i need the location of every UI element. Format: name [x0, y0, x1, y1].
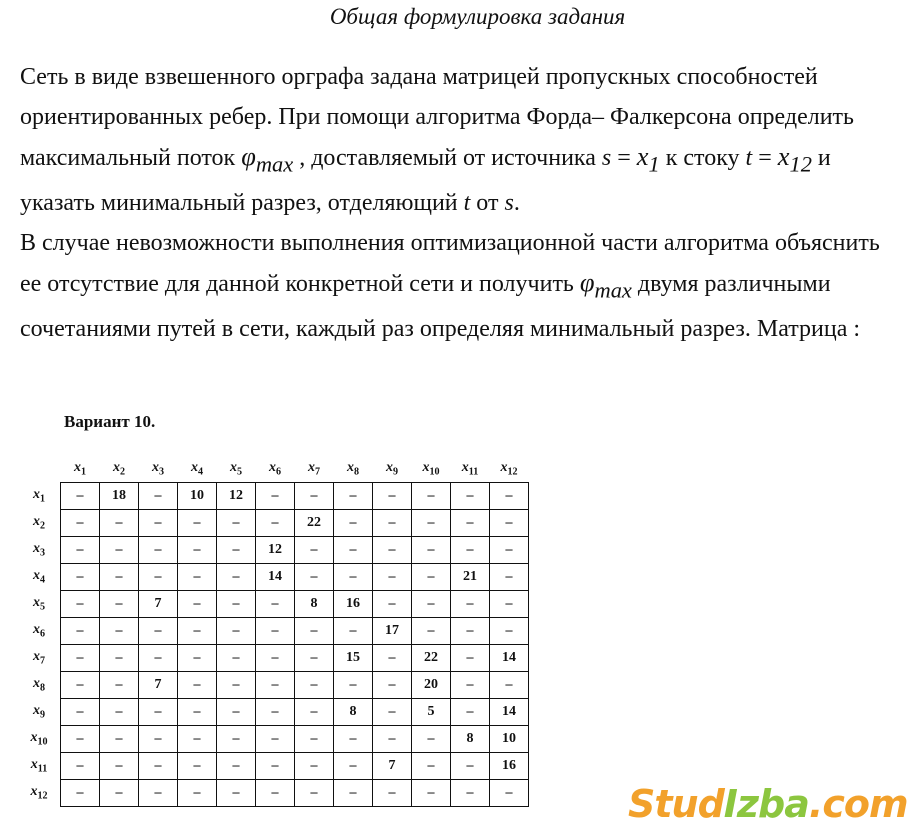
matrix-cell: – [295, 483, 334, 510]
page-title: Общая формулировка задания [329, 4, 626, 29]
matrix-cell: – [256, 618, 295, 645]
matrix-cell: – [451, 699, 490, 726]
matrix-cell: – [451, 483, 490, 510]
matrix-cell: – [373, 564, 412, 591]
matrix-cell: – [295, 780, 334, 807]
matrix-row [18, 591, 529, 618]
matrix-cell: – [490, 483, 529, 510]
matrix-cell: – [100, 780, 139, 807]
matrix-cell: – [412, 753, 451, 780]
matrix-col-header: $x_{12}$ [500, 460, 518, 478]
matrix-cell: – [451, 780, 490, 807]
matrix-cell: – [334, 483, 373, 510]
matrix-row-header: $x_6$ [32, 622, 46, 640]
text-segment: двумя различными сочетаниями путей в сети, каждый раз определяя минимальный разрез. Матрица : [20, 271, 861, 343]
matrix-col-header: $x_4$ [190, 460, 204, 478]
matrix-cell: – [373, 483, 412, 510]
text-segment: В случае невозможности выполнения оптимизационной части алгоритма объяснить ее отсутствие для данной конкретной сети и получить [20, 229, 880, 298]
matrix-cell: – [217, 564, 256, 591]
matrix-cell: – [256, 510, 295, 537]
source-symbol: s [601, 145, 612, 171]
matrix-cell: – [373, 726, 412, 753]
matrix-cell: – [451, 672, 490, 699]
matrix-cell: – [490, 618, 529, 645]
matrix-row [18, 672, 529, 699]
matrix-row [18, 483, 529, 510]
text-segment: , доставляемый от источника [293, 145, 602, 171]
source-symbol: s [504, 190, 514, 217]
matrix-cell: – [100, 537, 139, 564]
matrix-cell: – [178, 564, 217, 591]
variant-label: Вариант 10. [64, 412, 156, 431]
matrix-cell: – [100, 591, 139, 618]
matrix-cell: – [490, 780, 529, 807]
matrix-cell: – [61, 726, 100, 753]
matrix-col-header: $x_3$ [151, 460, 165, 478]
matrix-cell: – [139, 645, 178, 672]
matrix-cell: – [217, 537, 256, 564]
matrix-cell: – [256, 726, 295, 753]
matrix-row-header: $x_4$ [32, 568, 46, 586]
matrix-cell: 16 [334, 591, 373, 618]
matrix-cell: – [373, 591, 412, 618]
matrix-cell: – [451, 753, 490, 780]
matrix-cell: 10 [178, 483, 217, 510]
matrix-cell: – [139, 780, 178, 807]
matrix-cell: – [61, 537, 100, 564]
matrix-cell: – [334, 537, 373, 564]
matrix-cell: 21 [451, 564, 490, 591]
matrix-row-header: $x_2$ [32, 514, 46, 532]
matrix-cell: – [334, 618, 373, 645]
matrix-cell: – [100, 618, 139, 645]
matrix-row-header: $x_1$ [32, 487, 46, 505]
matrix-cell: – [412, 618, 451, 645]
matrix-cell: 8 [295, 591, 334, 618]
matrix-col-header: $x_1$ [73, 460, 87, 478]
matrix-cell: – [334, 753, 373, 780]
matrix-cell: – [490, 672, 529, 699]
matrix-cell: – [451, 618, 490, 645]
matrix-cell: 16 [490, 753, 529, 780]
matrix-cell: – [334, 672, 373, 699]
paragraph-1 [20, 58, 900, 224]
matrix-cell: – [139, 618, 178, 645]
matrix-cell: – [295, 618, 334, 645]
matrix-cell: – [178, 591, 217, 618]
matrix-cell: – [373, 645, 412, 672]
matrix-cell: – [295, 753, 334, 780]
matrix-cell: – [373, 537, 412, 564]
matrix-cell: – [256, 753, 295, 780]
matrix-col-header: $x_8$ [346, 460, 360, 478]
matrix-cell: 22 [295, 510, 334, 537]
matrix-cell: – [334, 510, 373, 537]
matrix-cell: – [217, 726, 256, 753]
matrix-cell: – [178, 672, 217, 699]
matrix-cell: – [451, 537, 490, 564]
matrix-cell: – [217, 699, 256, 726]
matrix-cell: – [295, 537, 334, 564]
matrix-cell: 10 [490, 726, 529, 753]
matrix-row-header: $x_5$ [32, 595, 46, 613]
matrix-row-header: $x_3$ [32, 541, 46, 559]
matrix-cell: – [61, 591, 100, 618]
matrix-cell: – [61, 618, 100, 645]
matrix-cell: – [61, 699, 100, 726]
matrix-cell: – [217, 672, 256, 699]
matrix-cell: – [61, 564, 100, 591]
matrix-cell: – [451, 645, 490, 672]
matrix-row [18, 510, 529, 537]
matrix-cell: – [334, 726, 373, 753]
matrix-cell: – [178, 699, 217, 726]
matrix-row [18, 618, 529, 645]
matrix-cell: – [217, 645, 256, 672]
matrix-cell: – [490, 564, 529, 591]
text-segment: от [470, 190, 505, 217]
matrix-cell: – [178, 510, 217, 537]
matrix-cell: – [139, 483, 178, 510]
matrix-cell: 14 [490, 645, 529, 672]
text-segment: = [611, 145, 637, 171]
matrix-cell: – [100, 753, 139, 780]
matrix-row-header: $x_8$ [32, 676, 46, 694]
paragraph-2 [20, 224, 900, 350]
matrix-cell: 5 [412, 699, 451, 726]
matrix-cell: – [178, 753, 217, 780]
matrix-cell: – [490, 591, 529, 618]
matrix-cell: – [295, 564, 334, 591]
matrix-cell: – [412, 564, 451, 591]
matrix-cell: – [451, 591, 490, 618]
matrix-col-header: $x_9$ [385, 460, 399, 478]
matrix-cell: – [61, 753, 100, 780]
matrix-cell: – [256, 645, 295, 672]
matrix-cell: 12 [217, 483, 256, 510]
matrix-cell: 22 [412, 645, 451, 672]
capacity-matrix [18, 456, 529, 807]
matrix-cell: 14 [490, 699, 529, 726]
matrix-cell: – [412, 780, 451, 807]
matrix-col-header: $x_2$ [112, 460, 126, 478]
matrix-cell: – [139, 510, 178, 537]
matrix-cell: – [373, 699, 412, 726]
matrix-cell: – [139, 699, 178, 726]
matrix-cell: – [139, 537, 178, 564]
matrix-row [18, 645, 529, 672]
matrix-cell: – [256, 780, 295, 807]
matrix-cell: – [217, 753, 256, 780]
text-segment: к стоку [659, 145, 746, 171]
matrix-cell: – [217, 618, 256, 645]
text-segment: Сеть в виде взвешенного орграфа задана матрицей пропускных способностей ориентированных ребер. При помощи алгоритма Форда– Фалкерсона определить максимальный поток [20, 64, 854, 171]
matrix-cell: – [217, 780, 256, 807]
matrix-row [18, 699, 529, 726]
matrix-col-header: $x_{11}$ [461, 460, 479, 478]
matrix-cell: 18 [100, 483, 139, 510]
matrix-cell: – [100, 564, 139, 591]
matrix-cell: 15 [334, 645, 373, 672]
matrix-cell: – [256, 699, 295, 726]
matrix-cell: – [412, 483, 451, 510]
matrix-row [18, 780, 529, 807]
matrix-cell: 8 [334, 699, 373, 726]
matrix-cell: 8 [451, 726, 490, 753]
matrix-cell: – [100, 726, 139, 753]
matrix-column-header-row [18, 456, 529, 483]
matrix-cell: – [295, 699, 334, 726]
matrix-cell: 7 [139, 591, 178, 618]
matrix-cell: – [295, 645, 334, 672]
matrix-cell: – [256, 591, 295, 618]
matrix-cell: – [217, 510, 256, 537]
matrix-cell: – [100, 672, 139, 699]
matrix-cell: – [373, 510, 412, 537]
sink-symbol: t [463, 190, 471, 217]
matrix-cell: – [61, 483, 100, 510]
studizba-logo: StudIzba.com [628, 782, 908, 826]
matrix-cell: – [334, 780, 373, 807]
matrix-cell: – [61, 510, 100, 537]
matrix-row-header: $x_{10}$ [30, 730, 48, 748]
matrix-cell: – [256, 483, 295, 510]
matrix-cell: 7 [373, 753, 412, 780]
matrix-cell: – [178, 780, 217, 807]
matrix-row-header: $x_7$ [32, 649, 46, 667]
task-text [20, 58, 900, 350]
matrix-cell: – [412, 726, 451, 753]
matrix-cell: – [178, 537, 217, 564]
sink-symbol: t [745, 145, 753, 171]
matrix-cell: – [295, 672, 334, 699]
matrix-cell: – [412, 510, 451, 537]
matrix-cell: – [178, 645, 217, 672]
text-segment: . [513, 190, 520, 217]
matrix-cell: – [334, 564, 373, 591]
matrix-col-header: $x_7$ [307, 460, 321, 478]
matrix-cell: – [178, 618, 217, 645]
matrix-cell: – [412, 591, 451, 618]
phi-max-symbol: $\varphi_{max}$ [579, 267, 632, 303]
matrix-cell: 17 [373, 618, 412, 645]
x1-symbol: $x_1$ [636, 141, 660, 177]
matrix-cell: 20 [412, 672, 451, 699]
phi-max-symbol: $\varphi_{max}$ [241, 141, 294, 177]
matrix-col-header: $x_5$ [229, 460, 243, 478]
matrix-col-header: $x_{10}$ [422, 460, 440, 478]
matrix-row [18, 726, 529, 753]
matrix-row-header: $x_{11}$ [30, 757, 48, 775]
matrix-cell: 12 [256, 537, 295, 564]
matrix-cell: – [412, 537, 451, 564]
matrix-row [18, 564, 529, 591]
matrix-row [18, 753, 529, 780]
matrix-cell: – [373, 780, 412, 807]
matrix-cell: – [61, 672, 100, 699]
matrix-cell: – [139, 726, 178, 753]
matrix-cell: – [295, 726, 334, 753]
matrix-cell: – [61, 645, 100, 672]
matrix-cell: – [178, 726, 217, 753]
matrix-row-header: $x_{12}$ [30, 784, 48, 802]
matrix-cell: 7 [139, 672, 178, 699]
text-segment: = [752, 145, 778, 171]
matrix-cell: – [490, 510, 529, 537]
matrix-cell: – [256, 672, 295, 699]
matrix-cell: – [490, 537, 529, 564]
matrix-cell: – [217, 591, 256, 618]
matrix-cell: – [100, 699, 139, 726]
matrix-row-header: $x_9$ [32, 703, 46, 721]
matrix-cell: – [139, 753, 178, 780]
matrix-corner [18, 456, 61, 483]
matrix-cell: – [61, 780, 100, 807]
matrix-col-header: $x_6$ [268, 460, 282, 478]
matrix-cell: 14 [256, 564, 295, 591]
matrix-cell: – [139, 564, 178, 591]
matrix-cell: – [451, 510, 490, 537]
x12-symbol: $x_{12}$ [777, 141, 812, 177]
matrix-row [18, 537, 529, 564]
matrix-cell: – [100, 645, 139, 672]
matrix-cell: – [373, 672, 412, 699]
text-segment: и указать минимальный разрез, отделяющий [20, 145, 831, 217]
matrix-cell: – [100, 510, 139, 537]
